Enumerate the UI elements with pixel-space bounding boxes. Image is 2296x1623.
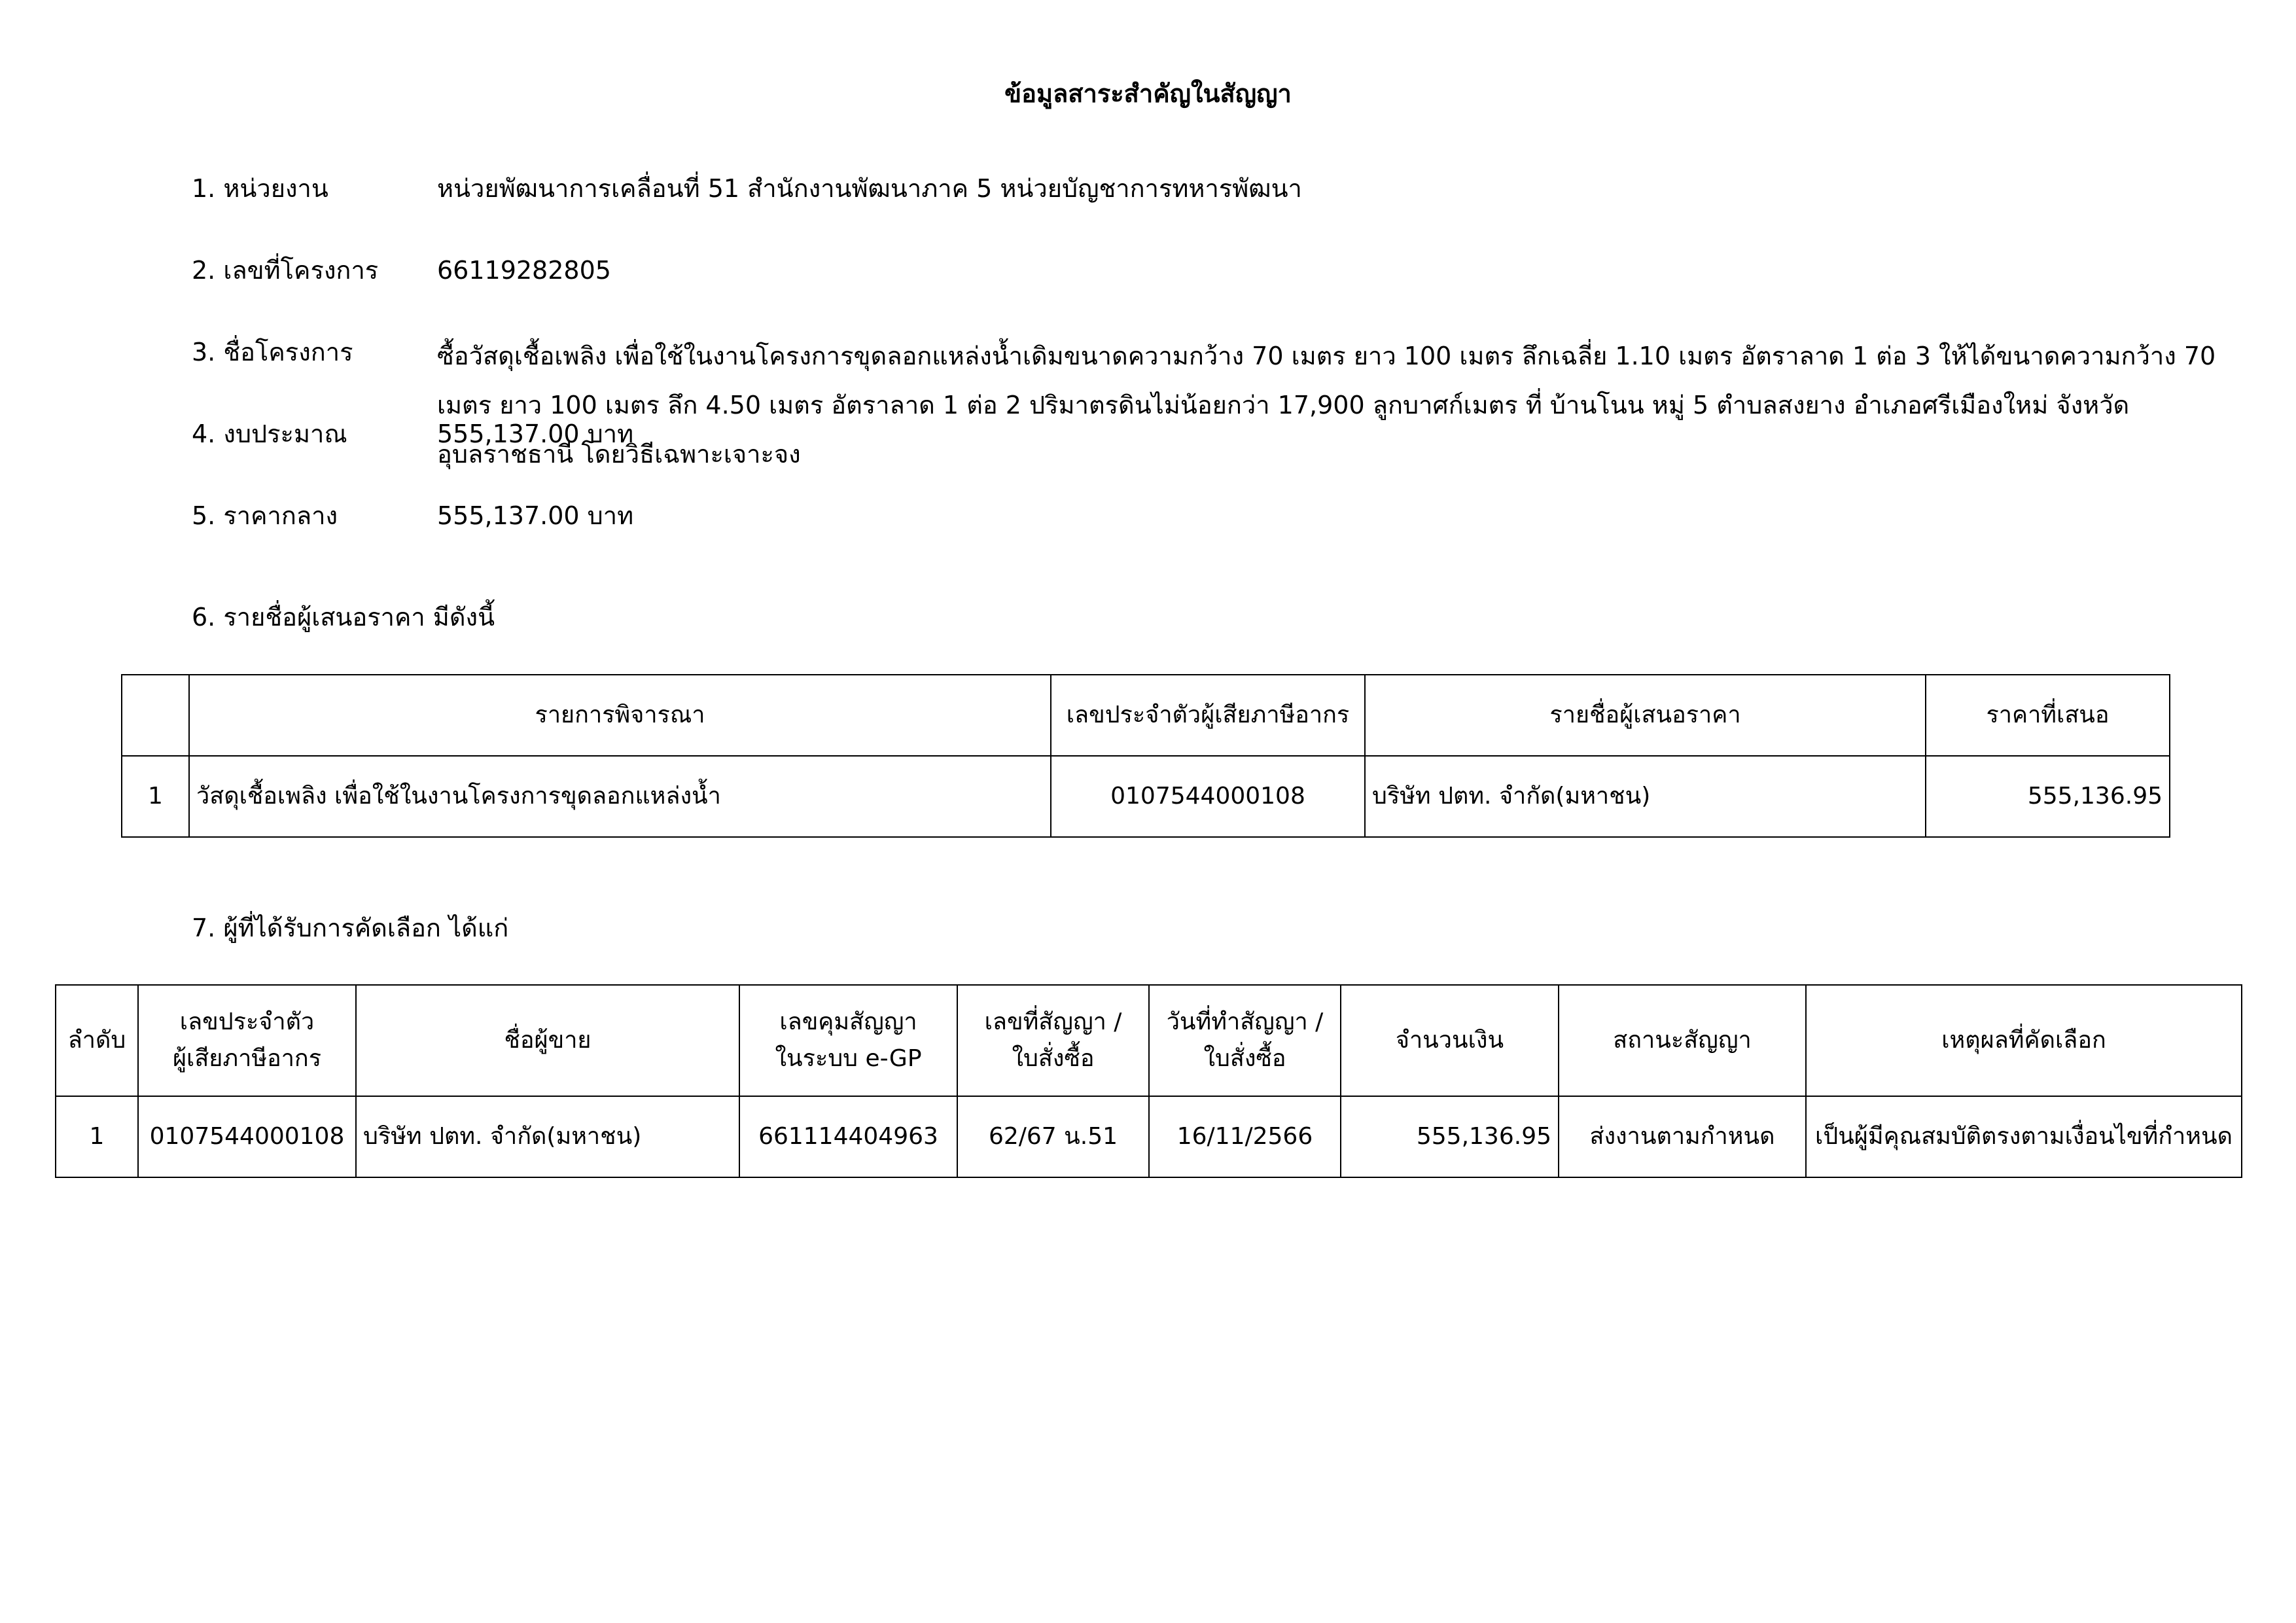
table-row (122, 756, 2170, 837)
section7-title: 7. ผู้ที่ได้รับการคัดเลือก ได้แก่ (192, 914, 509, 942)
selected-header-egp-line2: ในระบบ e-GP (775, 1045, 922, 1072)
selected-header-egp-line1: เลขคุมสัญญา (779, 1008, 917, 1035)
selected-date: 16/11/2566 (1149, 1096, 1341, 1177)
field-value-agency: หน่วยพัฒนาการเคลื่อนที่ 51 สำนักงานพัฒนาภาค 5 หน่วยบัญชาการทหารพัฒนา (437, 174, 1302, 203)
selected-header-no: ลำดับ (56, 985, 138, 1096)
selected-egp: 661114404963 (739, 1096, 957, 1177)
selected-header-reason: เหตุผลที่คัดเลือก (1806, 985, 2242, 1096)
selected-header-tax-id-line2: ผู้เสียภาษีอากร (172, 1045, 322, 1072)
bidder-tax-id: 0107544000108 (1051, 756, 1365, 837)
selected-header-date-line2: ใบสั่งซื้อ (1203, 1045, 1286, 1072)
bidders-header-item: รายการพิจารณา (189, 675, 1051, 756)
selected-table (55, 984, 2242, 1178)
selected-header-tax-id-line1: เลขประจำตัว (179, 1008, 315, 1035)
selected-reason: เป็นผู้มีคุณสมบัติตรงตามเงื่อนไขที่กำหนด (1806, 1096, 2242, 1177)
bidder-name: บริษัท ปตท. จำกัด(มหาชน) (1365, 756, 1926, 837)
bidders-table (121, 674, 2170, 838)
selected-header-status: สถานะสัญญา (1559, 985, 1806, 1096)
selected-header-egp (739, 985, 957, 1096)
field-label-project-number: 2. เลขที่โครงการ (192, 256, 379, 285)
selected-header-contract (957, 985, 1149, 1096)
field-value-budget: 555,137.00 บาท (437, 419, 634, 448)
selected-status: ส่งงานตามกำหนด (1559, 1096, 1806, 1177)
bidder-item: วัสดุเชื้อเพลิง เพื่อใช้ในงานโครงการขุดลอกแหล่งน้ำ (189, 756, 1051, 837)
selected-seller: บริษัท ปตท. จำกัด(มหาชน) (356, 1096, 739, 1177)
selected-header-contract-line1: เลขที่สัญญา / (984, 1008, 1122, 1035)
selected-header-seller: ชื่อผู้ขาย (356, 985, 739, 1096)
bidders-header-tax-id: เลขประจำตัวผู้เสียภาษีอากร (1051, 675, 1365, 756)
selected-header-amount: จำนวนเงิน (1341, 985, 1559, 1096)
selected-tax-id: 0107544000108 (138, 1096, 356, 1177)
selected-header-tax-id (138, 985, 356, 1096)
bidders-header-bidder: รายชื่อผู้เสนอราคา (1365, 675, 1926, 756)
selected-header-contract-line2: ใบสั่งซื้อ (1012, 1045, 1095, 1072)
field-value-project-number: 66119282805 (437, 256, 611, 285)
field-value-median-price: 555,137.00 บาท (437, 501, 634, 530)
page-title: ข้อมูลสาระสำคัญในสัญญา (1004, 79, 1292, 108)
selected-header-date-line1: วันที่ทำสัญญา / (1166, 1008, 1324, 1035)
bidder-price: 555,136.95 (1926, 756, 2170, 837)
field-label-agency: 1. หน่วยงาน (192, 174, 328, 203)
field-label-budget: 4. งบประมาณ (192, 419, 347, 448)
field-label-project-name: 3. ชื่อโครงการ (192, 338, 353, 366)
bidder-no: 1 (122, 756, 189, 837)
bidders-header-price: ราคาที่เสนอ (1926, 675, 2170, 756)
selected-no: 1 (56, 1096, 138, 1177)
selected-amount: 555,136.95 (1341, 1096, 1559, 1177)
field-value-project-name: ซื้อวัสดุเชื้อเพลิง เพื่อใช้ในงานโครงการขุดลอกแหล่งน้ำเดิมขนาดความกว้าง 70 เมตร ยาว 100 เมตร ลึกเฉลี่ย 1.10 เมตร อัตราลาด 1 ต่อ 3 ให้ได้ขนาดความกว้าง 70 เมตร ยาว 100 เมตร ลึก 4.50 เมตร อัตราลาด 1 ต่อ 2 ปริมาตรดินไม่น้อยกว่า 17,900 ลูกบาศก์เมตร ที่ บ้านโนน หมู่ 5 ตำบลสงยาง อำเภอศรีเมืองใหม่ จังหวัดอุบลราชธานี โดยวิธีเฉพาะเจาะจง (437, 342, 2216, 469)
selected-header-date (1149, 985, 1341, 1096)
selected-table-header (56, 985, 2242, 1096)
field-label-median-price: 5. ราคากลาง (192, 501, 338, 530)
bidders-header-no (122, 675, 189, 756)
table-row (56, 1096, 2242, 1177)
selected-contract: 62/67 น.51 (957, 1096, 1149, 1177)
bidders-table-header (122, 675, 2170, 756)
section6-title: 6. รายชื่อผู้เสนอราคา มีดังนี้ (192, 603, 495, 632)
